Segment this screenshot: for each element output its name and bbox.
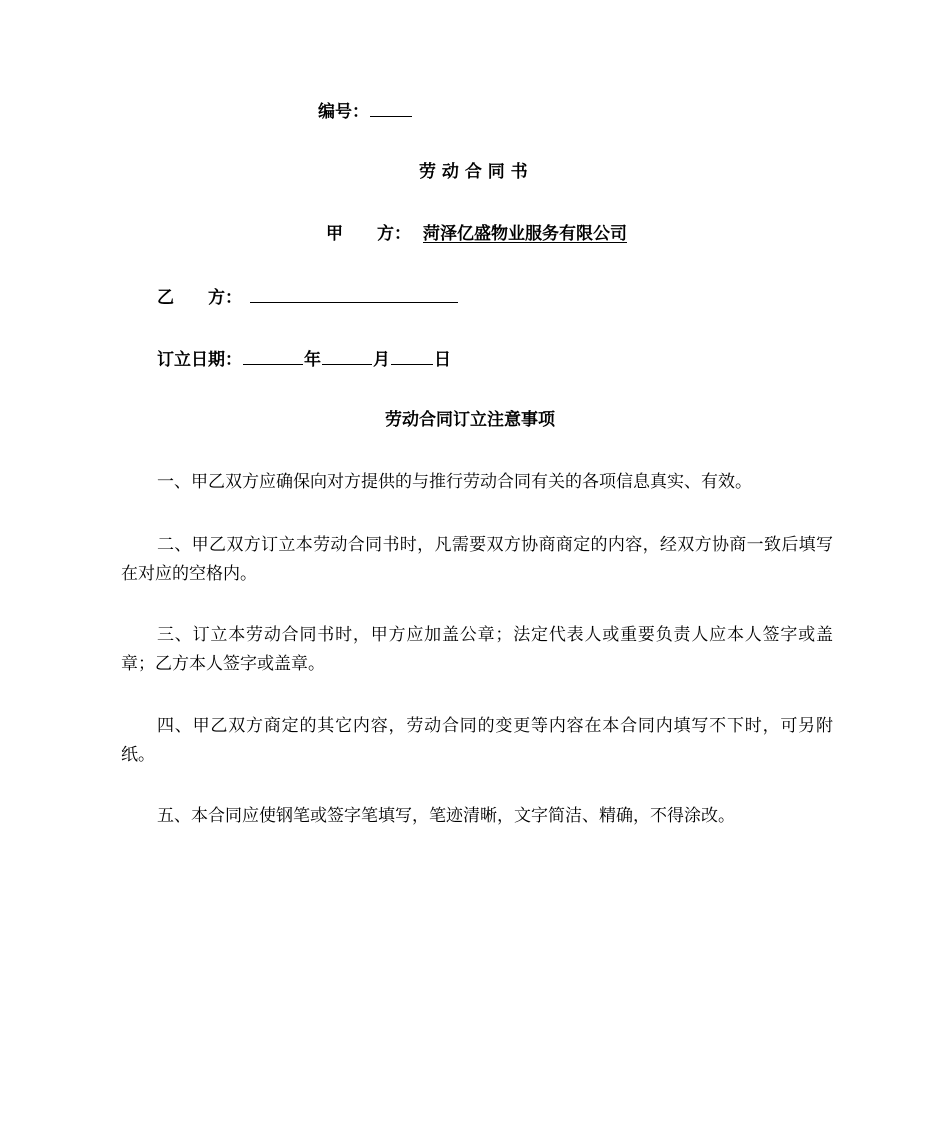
party-b-blank bbox=[250, 284, 458, 303]
day-label: 日 bbox=[434, 350, 451, 370]
month-blank bbox=[322, 346, 372, 365]
month-label: 月 bbox=[373, 350, 390, 370]
party-b-line bbox=[157, 284, 459, 310]
year-blank bbox=[243, 346, 303, 365]
party-b-label: 乙 方： bbox=[157, 288, 242, 308]
note-item-1: 一、甲乙双方应确保向对方提供的与推行劳动合同有关的各项信息真实、有效。 bbox=[157, 472, 752, 492]
contract-number-label: 编号： bbox=[318, 102, 369, 122]
sign-date-label: 订立日期： bbox=[157, 350, 242, 370]
note-item-3: 三、订立本劳动合同书时，甲方应加盖公章；法定代表人或重要负责人应本人签字或盖章；乙方本人签字或盖章。 bbox=[121, 625, 833, 674]
document-title: 劳 动 合 同 书 bbox=[419, 162, 528, 182]
note-item-2: 二、甲乙双方订立本劳动合同书时，凡需要双方协商商定的内容，经双方协商一致后填写在对应的空格内。 bbox=[121, 535, 833, 584]
contract-number-line bbox=[318, 98, 413, 124]
day-blank bbox=[391, 346, 433, 365]
party-a-line bbox=[326, 222, 631, 246]
note-item-4: 四、甲乙双方商定的其它内容，劳动合同的变更等内容在本合同内填写不下时，可另附纸。 bbox=[121, 716, 833, 765]
party-a-name: 菏泽亿盛物业服务有限公司 bbox=[423, 224, 627, 244]
party-a-label: 甲 方： bbox=[326, 224, 411, 244]
note-item-5: 五、本合同应使钢笔或签字笔填写，笔迹清晰，文字简洁、精确，不得涂改。 bbox=[157, 806, 735, 826]
contract-number-blank bbox=[370, 98, 412, 117]
year-label: 年 bbox=[304, 350, 321, 370]
notes-title: 劳动合同订立注意事项 bbox=[385, 410, 555, 430]
sign-date-line bbox=[157, 346, 451, 372]
